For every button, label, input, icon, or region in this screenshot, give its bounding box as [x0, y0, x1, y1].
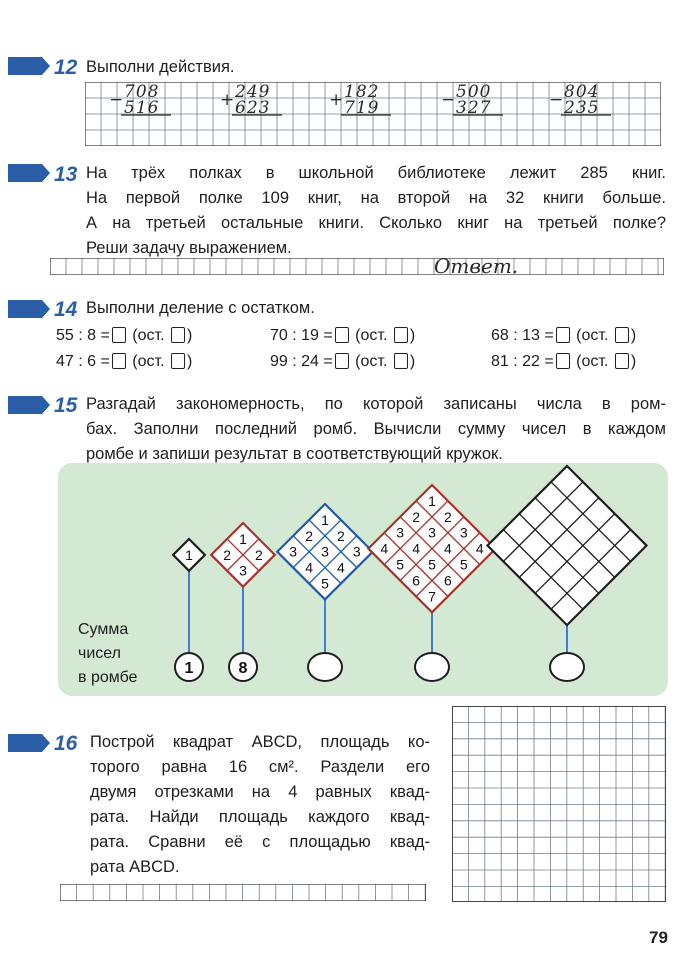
rhombus-number: 6 — [412, 572, 420, 589]
sum-value: 8 — [238, 660, 248, 677]
rhombus-number: 3 — [321, 543, 329, 560]
remainder-box[interactable] — [171, 353, 185, 369]
rhombus-number: 4 — [475, 540, 484, 557]
task-16-number: 16 — [54, 732, 78, 755]
task-15-number: 15 — [54, 394, 78, 417]
task-marker-icon — [8, 57, 50, 75]
sum-circle — [308, 653, 342, 681]
division-item: 81 : 22 = (ост. ) — [491, 353, 637, 370]
division-item: 55 : 8 = (ост. ) — [56, 327, 193, 344]
rhombus-number: 1 — [321, 511, 329, 528]
rhombus — [277, 504, 372, 653]
page-number: 79 — [649, 928, 668, 947]
rhombus-number: 7 — [428, 588, 436, 605]
rhombus-number: 4 — [444, 540, 452, 557]
quotient-box[interactable] — [112, 327, 126, 343]
operator: − — [549, 90, 565, 110]
rhombus-number: 2 — [337, 527, 345, 544]
task-16-line: двумя отрезками на 4 равных квад- — [90, 783, 430, 801]
rhombus-number: 1 — [428, 492, 436, 509]
rhombus-number: 3 — [459, 524, 468, 541]
rhombus-number: 2 — [255, 546, 263, 563]
rhombus-number: 5 — [428, 556, 436, 573]
sum-circle-shape — [415, 653, 449, 681]
remainder-box[interactable] — [394, 353, 408, 369]
top-operand: 804 — [564, 82, 600, 102]
division-item: 68 : 13 = (ост. ) — [491, 327, 637, 344]
task-12-title: Выполни действия. — [86, 58, 235, 76]
answer-label: Ответ. — [434, 258, 519, 275]
quotient-box[interactable] — [335, 353, 349, 369]
task-13-line: А на третьей остальные книги. Сколько книг на третьей полке? — [86, 214, 666, 232]
rhombus-number: 4 — [380, 540, 389, 557]
task-15-line: ромбе и запиши результат в соответствующий кружок. — [86, 445, 503, 463]
division-item: 47 : 6 = (ост. ) — [56, 353, 193, 370]
operator: − — [109, 90, 125, 110]
task-15-text — [86, 392, 666, 467]
bottom-operand: 719 — [344, 98, 380, 118]
sum-circle — [175, 653, 203, 681]
task-marker-icon — [8, 734, 50, 752]
top-operand: 708 — [124, 82, 160, 102]
task-marker-icon — [8, 164, 50, 182]
task-marker-icon — [8, 396, 50, 414]
sum-value: 1 — [184, 660, 194, 677]
quotient-box[interactable] — [335, 327, 349, 343]
task-16-text — [90, 730, 430, 880]
task-16-line: рата. Сравни её с площадью квад- — [90, 833, 430, 851]
remainder-box[interactable] — [394, 327, 408, 343]
bottom-operand: 516 — [124, 98, 160, 118]
rhombus-number: 2 — [444, 508, 452, 525]
rhombus — [173, 539, 205, 653]
task-15-line: Разгадай закономерность, по которой записаны числа в ром- — [86, 395, 666, 413]
rhombus-number: 4 — [337, 559, 345, 576]
task-12-number: 12 — [54, 56, 78, 79]
rhombus — [368, 485, 495, 653]
sum-circle — [229, 653, 257, 681]
remainder-box[interactable] — [615, 353, 629, 369]
rhombus-number: 4 — [305, 559, 313, 576]
rhombus-number: 3 — [289, 543, 298, 560]
task-14-title: Выполни деление с остатком. — [86, 299, 315, 317]
task-13-line: На трёх полках в школьной библиотеке лежит 285 книг. — [86, 164, 666, 182]
top-operand: 500 — [456, 82, 492, 102]
task-13-number: 13 — [54, 163, 78, 186]
task-13-answer-row[interactable] — [50, 258, 664, 275]
sum-circle-shape — [308, 653, 342, 681]
rhombus-number: 3 — [396, 524, 405, 541]
top-operand: 249 — [235, 82, 271, 102]
rhombus-number: 3 — [352, 543, 361, 560]
rhombus-number: 1 — [185, 546, 193, 563]
task-marker-icon — [8, 300, 50, 318]
task-16-answer-row[interactable] — [60, 884, 426, 901]
remainder-box[interactable] — [171, 327, 185, 343]
column-example — [549, 82, 611, 118]
sum-circle — [415, 653, 449, 681]
sum-circle — [550, 653, 584, 681]
rhombus-number: 5 — [396, 556, 405, 573]
rhombus-outline — [487, 466, 646, 625]
rhombus-number: 1 — [239, 530, 247, 547]
operator: + — [329, 90, 345, 110]
column-example — [441, 82, 503, 118]
task-13-line: Реши задачу выражением. — [86, 239, 292, 257]
task-16-grid[interactable] — [452, 706, 666, 902]
division-item: 99 : 24 = (ост. ) — [270, 353, 416, 370]
operator: − — [441, 90, 457, 110]
task-16-line: рата ABCD. — [90, 858, 180, 876]
bottom-operand: 235 — [564, 98, 600, 118]
bottom-operand: 327 — [456, 98, 492, 118]
operator: + — [220, 90, 236, 110]
bottom-operand: 623 — [235, 98, 271, 118]
task-13-text — [86, 161, 666, 261]
division-item: 70 : 19 = (ост. ) — [270, 327, 416, 344]
task-14-number: 14 — [54, 298, 78, 321]
column-example — [109, 82, 171, 118]
task-13-line: На первой полке 109 книг, на второй на 32 книги больше. — [86, 189, 666, 207]
quotient-box[interactable] — [112, 353, 126, 369]
rhombus-number: 3 — [239, 562, 247, 579]
sum-circle-shape — [550, 653, 584, 681]
rhombus-number: 2 — [223, 546, 231, 563]
quotient-box[interactable] — [556, 353, 570, 369]
rhombus-number: 5 — [321, 575, 329, 592]
remainder-box[interactable] — [615, 327, 629, 343]
task-16-line: рата. Найди площадь каждого квад- — [90, 808, 430, 826]
rhombus-number: 3 — [428, 524, 436, 541]
rhombus-figure — [58, 463, 668, 696]
task-16-line: торого равна 16 см². Раздели его — [90, 758, 430, 776]
rhombus — [211, 523, 275, 653]
rhombus — [487, 466, 646, 653]
rhombus-number: 4 — [412, 540, 420, 557]
task-12-grid — [85, 82, 661, 146]
column-example — [329, 82, 391, 118]
task-15-line: бах. Заполни последний ромб. Вычисли сумму чисел в каждом — [86, 420, 666, 438]
rhombus-number: 5 — [459, 556, 468, 573]
quotient-box[interactable] — [556, 327, 570, 343]
rhombus-number: 6 — [444, 572, 452, 589]
top-operand: 182 — [344, 82, 380, 102]
task-16-line: Построй квадрат ABCD, площадь ко- — [90, 733, 430, 751]
rhombus-number: 2 — [412, 508, 420, 525]
sum-label: Сумма чисел в ромбе — [78, 621, 138, 686]
rhombus-number: 2 — [305, 527, 313, 544]
